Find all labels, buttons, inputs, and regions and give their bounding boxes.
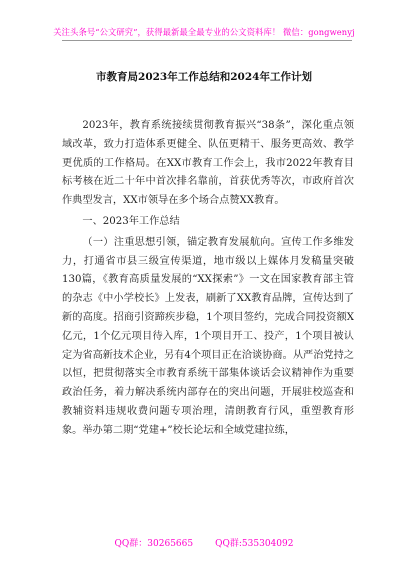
- section-heading: 一、2023年工作总结: [82, 215, 180, 227]
- header-promo-note: 关注头条号“公文研究”，获得最新最全最专业的公文资料库！ 微信：gongwenyj: [53, 27, 355, 37]
- summary-paragraph: （一）注重思想引领，锚定教育发展航向。宣传工作多维发力，打通省市县三级宣传渠道，地市级以上媒体月发稿量突破130篇，《教育高质量发展的“XX探索”》一文在国家教育部主管的杂志《中小学校长》上发表，刷新了XX教育品牌，宣传达到了新的高度。招商引资蹄疾步稳，1个项目签约，完成合同投资额X亿元，1个亿元项目待入库，1个项目开工、投产，1个项目被认定为省高新技术企业，另有4个项目正在洽谈协商。从严治党持之以恒，把贯彻落实全市教育系统干部集体谈话会议精神作为重要政治任务，着力解决系统内部存在的突出问题，开展驻校巡查和教辅资料违规收费问题专项治理，清朗教育行风，重塑教育形象。举办第二期“党建+”校长论坛和全域党建拉练，: [62, 236, 354, 436]
- document-title: 市教育局2023年工作总结和2024年工作计划: [96, 71, 312, 83]
- footer-qq-group-2: QQ群:535304092: [215, 539, 294, 549]
- document-body: [62, 117, 354, 441]
- footer-qq-group-1: QQ群：30265665: [114, 539, 194, 549]
- intro-paragraph: 2023年，教育系统接续贯彻教育振兴“38条”，深化重点领域改革，致力打造体系更健全、队伍更精干、服务更高效、教学更优质的工作格局。在XX市教育工作会上，我市2022年教育目标考核在近二十年中首次排名靠前，首获优秀等次，市政府首次作典型发言，XX市领导在多个场合点赞XX教育。: [62, 120, 354, 207]
- footer-contact: [0, 536, 408, 549]
- header-divider: [62, 40, 352, 41]
